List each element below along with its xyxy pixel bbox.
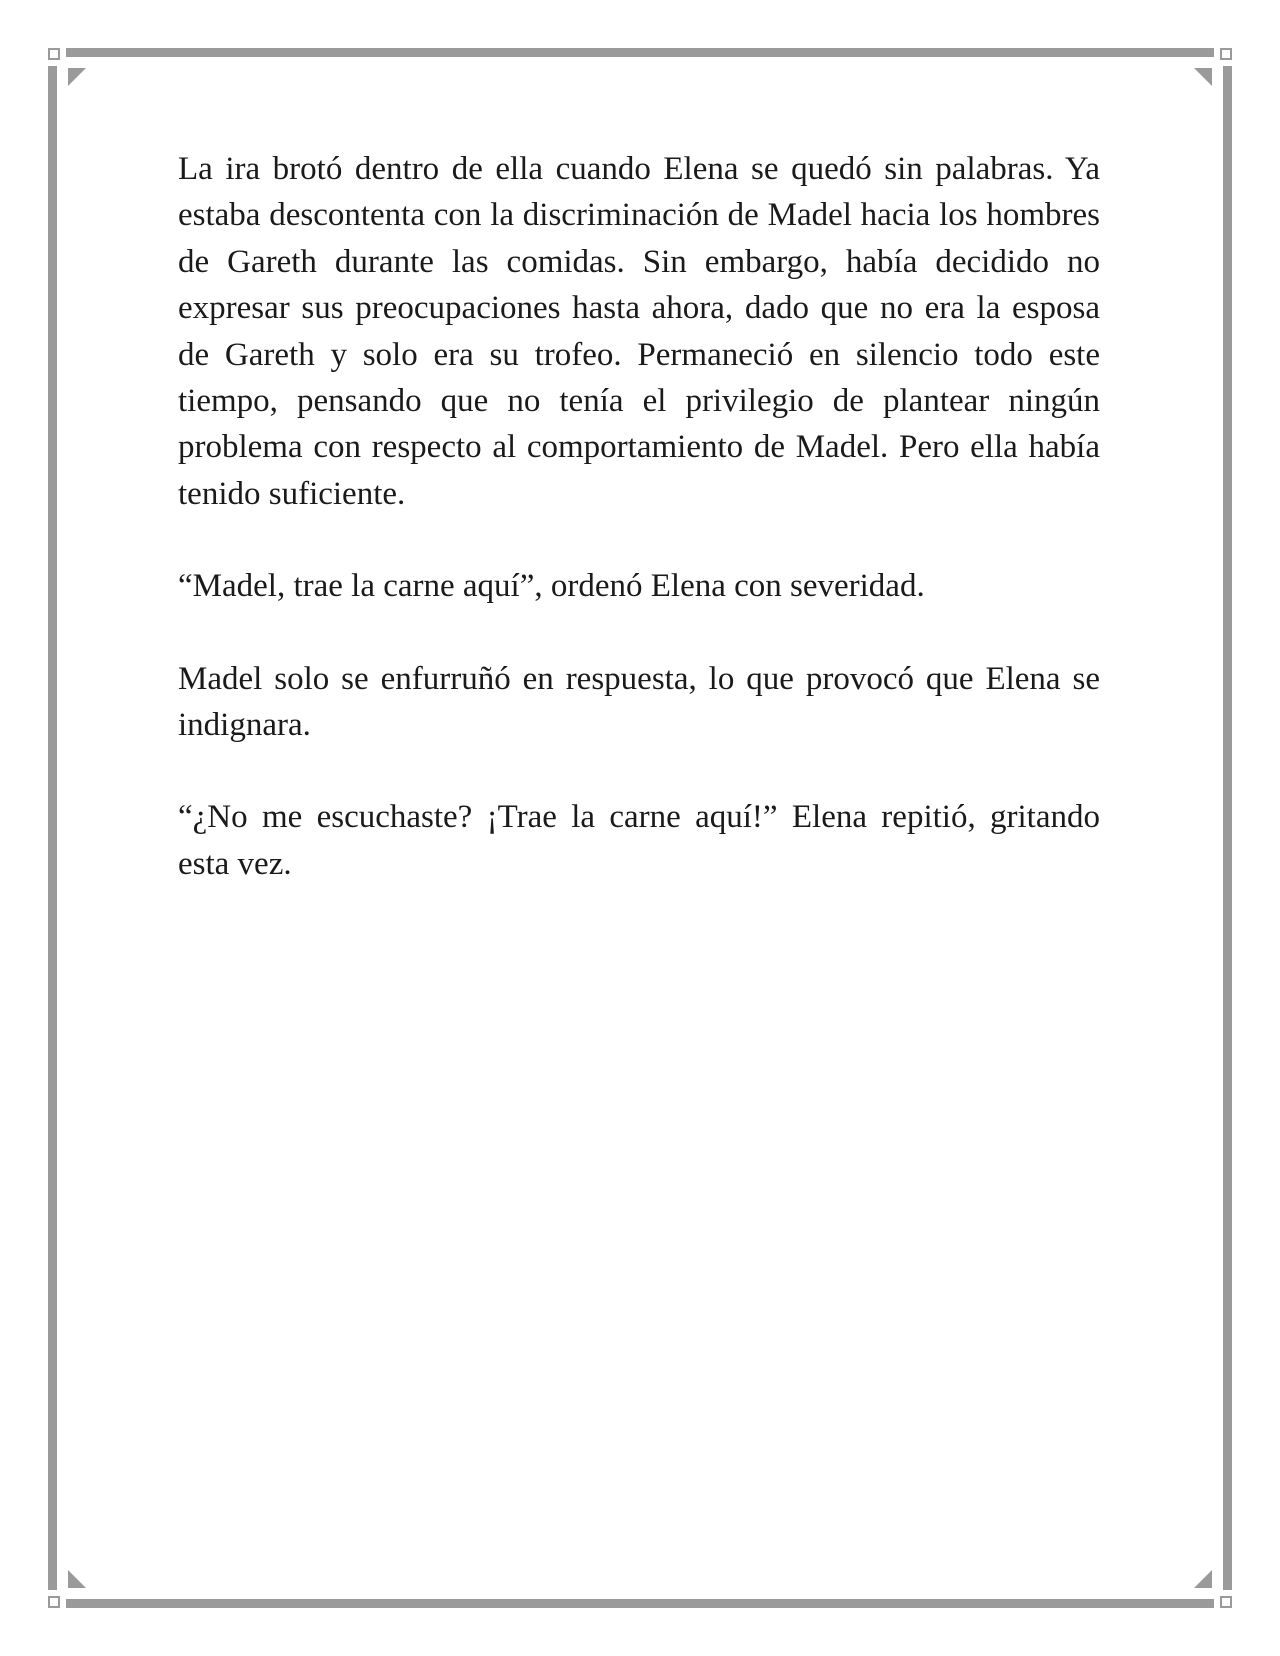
- paragraph-2: “Madel, trae la carne aquí”, ordenó Elena con severidad.: [178, 568, 925, 605]
- paragraph-1: La ira brotó dentro de ella cuando Elena se quedó sin palabras. Ya estaba descontenta con la discriminación de Madel hacia los hombres de Gareth durante las comidas. Sin embargo, había decidido no expresar sus preocupaciones hasta ahora, dado que no era la esposa de Gareth y solo era su trofeo. Permaneció en silencio todo este tiempo, pensando que no tenía el privilegio de plantear ningún problema con respecto al comportamiento de Madel. Pero ella había tenido suficiente.: [178, 151, 1100, 512]
- paragraph-4: “¿No me escuchaste? ¡Trae la carne aquí!” Elena repitió, gritando esta vez.: [178, 799, 1100, 882]
- paragraph-3: Madel solo se enfurruñó en respuesta, lo que provocó que Elena se indignara.: [178, 660, 1100, 744]
- body-text: [178, 146, 1100, 933]
